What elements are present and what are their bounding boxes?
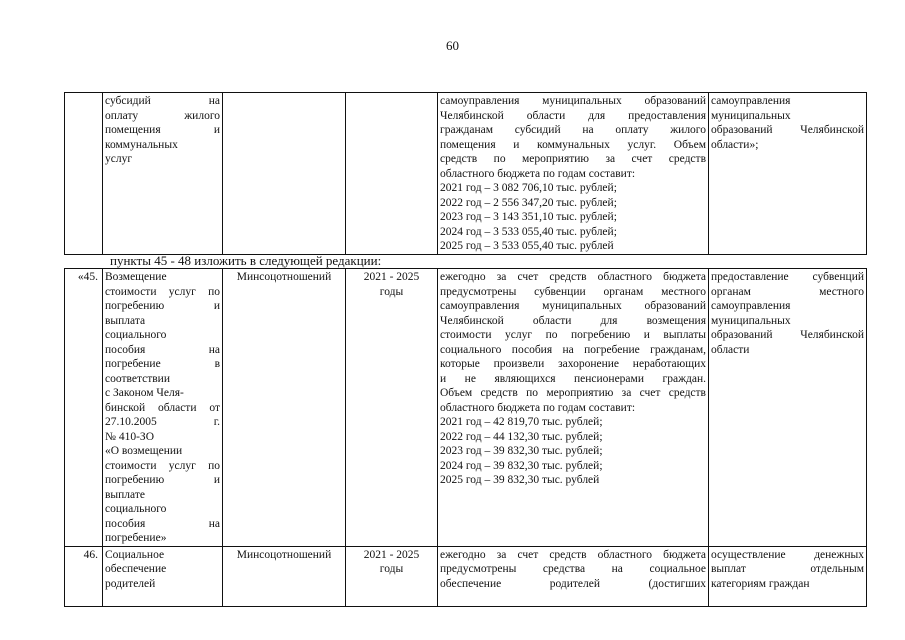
result-line: самоуправления (711, 300, 791, 312)
amount-line: 2022 год – 44 132,30 тыс. рублей; (440, 430, 603, 443)
description-line: средств по мероприятию за счет средств (440, 153, 706, 165)
amount-line: 2023 год – 39 832,30 тыс. рублей; (440, 445, 603, 457)
result-line: образований Челябинской (711, 124, 864, 136)
measure-name-line: выплата (105, 314, 146, 327)
result-line: муниципальных (711, 314, 791, 327)
measure-name-cell (103, 546, 223, 606)
program-table-new (64, 268, 867, 607)
description-cell (438, 93, 709, 255)
result-line: муниципальных (711, 109, 791, 122)
measure-name-line: помещения и (105, 124, 220, 136)
measure-name-line: субсидий на (105, 95, 220, 107)
result-line: области»; (711, 138, 759, 151)
amount-line: 2024 год – 3 533 055,40 тыс. рублей; (440, 225, 617, 238)
period-cell (346, 269, 438, 547)
measure-name-line: социального (105, 329, 167, 341)
description-line: самоуправления муниципальных образований (440, 300, 706, 312)
description-line: ежегодно за счет средств областного бюджета (440, 271, 706, 283)
amount-line: 2023 год – 3 143 351,10 тыс. рублей; (440, 211, 617, 223)
period-line: годы (379, 563, 404, 575)
measure-name-line: погребению и (105, 300, 220, 312)
result-line: образований Челябинской (711, 329, 864, 341)
measure-name-line: «О возмещении (105, 445, 183, 457)
result-cell (709, 93, 867, 255)
measure-name-line: пособия на (105, 343, 220, 356)
executor: Минсоцотношений (223, 269, 346, 547)
amendment-instruction: пункты 45 - 48 изложить в следующей редакции: (110, 253, 382, 268)
measure-name-line: выплате (105, 488, 145, 501)
table-row (65, 93, 867, 255)
row-number: 46. (65, 546, 103, 606)
description-line: обеспечение родителей (достигших (440, 577, 706, 590)
description-line: и не являющихся пенсионерами граждан. (440, 372, 706, 385)
amount-line: 2021 год – 3 082 706,10 тыс. рублей; (440, 182, 617, 194)
amount-line: 2025 год – 39 832,30 тыс. рублей (440, 474, 600, 486)
measure-name-line: Социальное (105, 548, 165, 561)
result-line: самоуправления (711, 95, 791, 107)
amount-line: 2021 год – 42 819,70 тыс. рублей; (440, 416, 603, 428)
measure-name-line: с Законом Челя- (105, 387, 184, 399)
measure-name-line: пособия на (105, 517, 220, 530)
description-line: гражданам субсидий на оплату жилого (440, 124, 706, 136)
description-line: предусмотрены средства на социальное (440, 563, 706, 575)
result-cell (709, 546, 867, 606)
result-line: выплат отдельным (711, 563, 864, 575)
result-line: осуществление денежных (711, 548, 864, 561)
executor: Минсоцотношений (223, 546, 346, 606)
result-line: органам местного (711, 285, 864, 298)
description-cell (438, 269, 709, 547)
period-cell (346, 93, 438, 255)
measure-name-line: бинской области от (105, 401, 220, 414)
measure-name-cell (103, 269, 223, 547)
measure-name-line: соответствии (105, 372, 170, 385)
description-line: Объем средств по мероприятию за счет средств (440, 387, 706, 399)
measure-name-line: родителей (105, 577, 156, 590)
measure-name-line: 27.10.2005 г. (105, 416, 220, 428)
measure-name-line: погребению и (105, 474, 220, 486)
measure-name-line: коммунальных (105, 138, 178, 151)
period-line: 2021 - 2025 (363, 548, 420, 561)
description-line: предусмотрены субвенции органам местного (440, 285, 706, 298)
result-line: области (711, 343, 750, 356)
description-line: Челябинской области для предоставления (440, 109, 706, 122)
page-number: 60 (446, 38, 459, 53)
measure-name-line: стоимости услуг по (105, 285, 220, 298)
amount-line: 2022 год – 2 556 347,20 тыс. рублей; (440, 196, 617, 209)
description-line: областного бюджета по годам составит: (440, 401, 636, 414)
description-line: помещения и коммунальных услуг. Объем (440, 138, 706, 151)
program-table-continued (64, 92, 867, 255)
table-row (65, 546, 867, 606)
measure-name-line: оплату жилого (105, 109, 220, 122)
description-line: стоимости услуг по погребению и выплаты (440, 329, 706, 341)
measure-name-line: услуг (105, 153, 133, 165)
result-line: категориям граждан (711, 577, 810, 590)
measure-name-line: обеспечение (105, 563, 167, 575)
measure-name-line: № 410-ЗО (105, 430, 154, 443)
row-number-cell (65, 93, 103, 255)
description-line: Челябинской области для возмещения (440, 314, 706, 327)
result-line: предоставление субвенций (711, 271, 864, 283)
description-line: социального пособия на погребение гражданам, (440, 343, 706, 356)
amount-line: 2025 год – 3 533 055,40 тыс. рублей (440, 240, 614, 252)
description-line: областного бюджета по годам составит: (440, 167, 636, 180)
description-line: ежегодно за счет средств областного бюджета (440, 548, 706, 561)
measure-name-line: Возмещение (105, 271, 167, 283)
description-cell (438, 546, 709, 606)
measure-name-line: погребение» (105, 532, 167, 544)
executor-cell (223, 93, 346, 255)
amount-line: 2024 год – 39 832,30 тыс. рублей; (440, 459, 603, 472)
measure-name-cell (103, 93, 223, 255)
period-cell (346, 546, 438, 606)
measure-name-line: социального (105, 503, 167, 515)
description-line: самоуправления муниципальных образований (440, 95, 706, 107)
measure-name-line: погребение в (105, 358, 220, 370)
measure-name-line: стоимости услуг по (105, 459, 220, 472)
period-line: годы (379, 285, 404, 298)
result-cell (709, 269, 867, 547)
period-line: 2021 - 2025 (363, 271, 420, 283)
row-number: «45. (65, 269, 103, 547)
table-row (65, 269, 867, 547)
description-line: которые произвели захоронение неработающих (440, 358, 706, 370)
